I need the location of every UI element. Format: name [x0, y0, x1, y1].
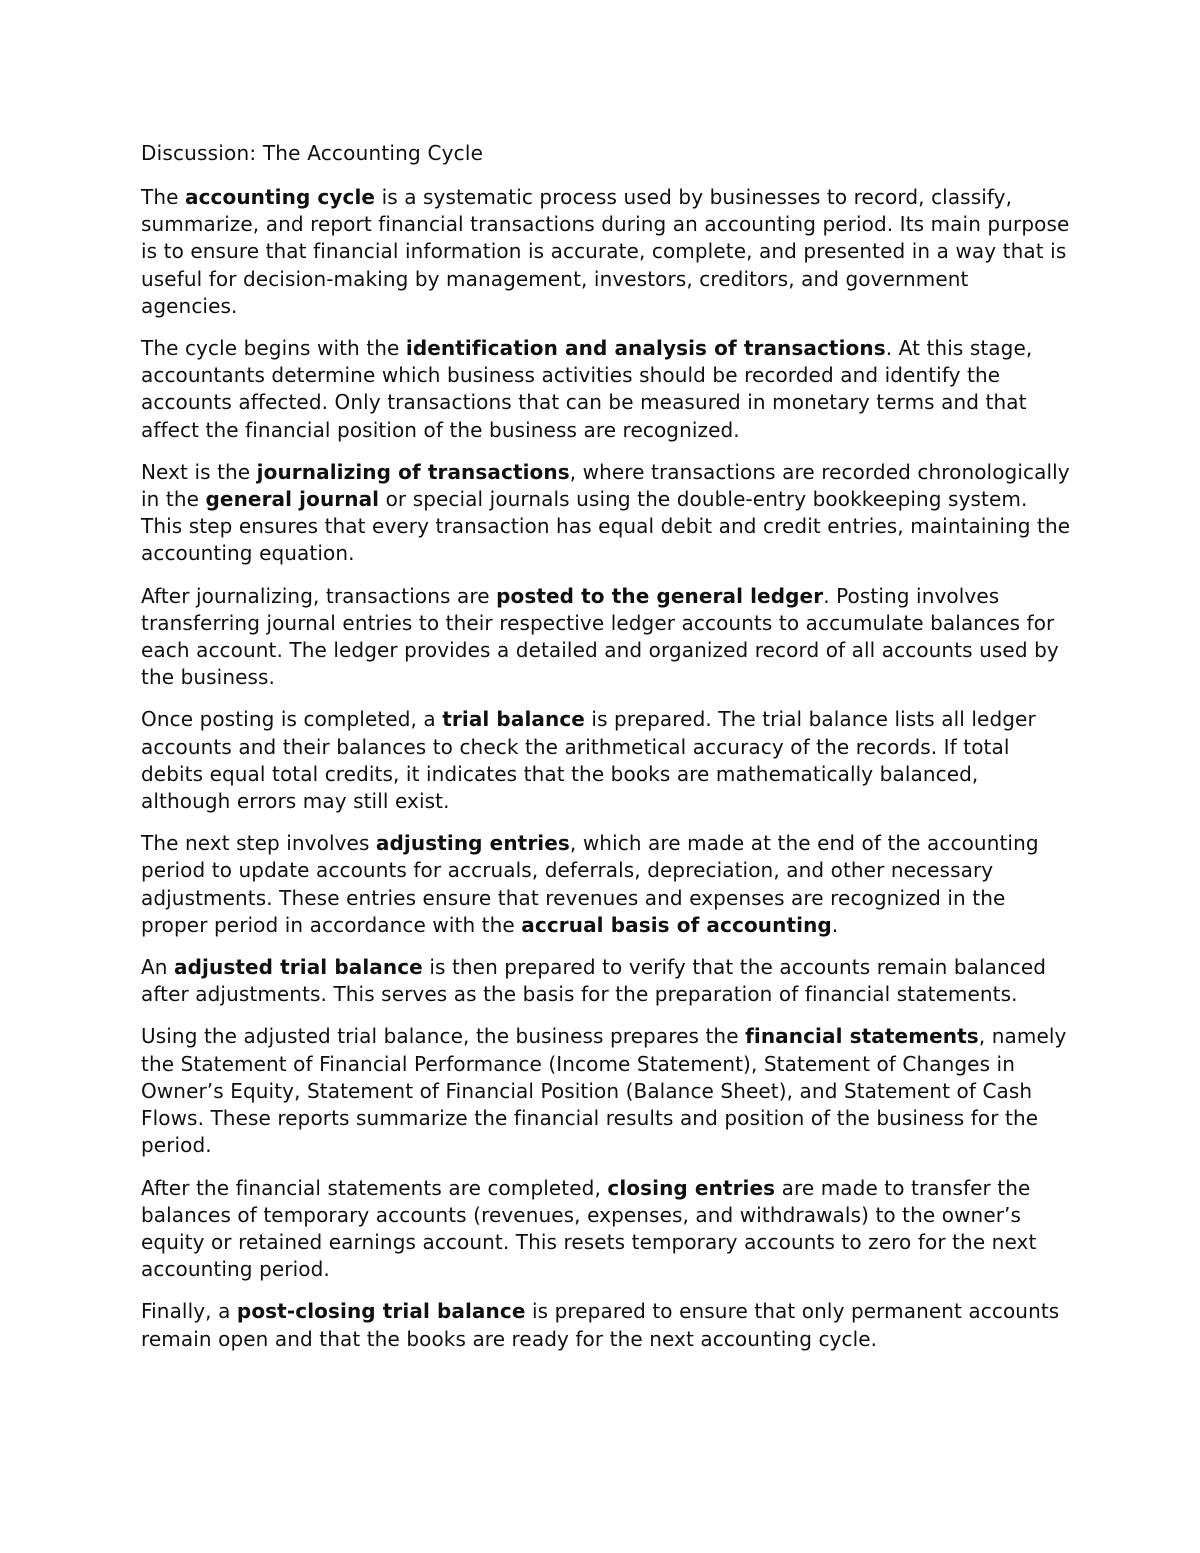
bold-term: trial balance	[442, 707, 585, 732]
bold-term: identification and analysis of transactions	[405, 336, 886, 361]
document-page	[141, 140, 1071, 1368]
text-run: are made to transfer the balances of temporary accounts (revenues, expenses, and withdrawals) to the owner’s equity or retained earnings account. This resets temporary accounts to zero for the next accounting period.	[141, 1175, 1037, 1282]
text-run: Using the adjusted trial balance, the business prepares the	[141, 1024, 746, 1049]
paragraph	[141, 184, 1071, 320]
text-run: , where transactions are recorded chronologically in the	[141, 459, 1070, 512]
bold-term: adjusting entries	[375, 831, 570, 856]
text-run: is a systematic process used by businesses to record, classify, summarize, and report financial transactions during an accounting period. Its main purpose is to ensure that financial information is accurate, complete, and presented in a way that is useful for decision-making by management, investors, creditors, and government agencies.	[141, 185, 1070, 318]
text-run: An	[141, 955, 175, 980]
bold-term: accrual basis of accounting	[521, 912, 832, 937]
paragraph	[141, 954, 1071, 1008]
paragraph	[141, 830, 1071, 939]
text-run: The next step involves	[141, 831, 376, 856]
text-run: . Posting involves transferring journal entries to their respective ledger accounts to accumulate balances for each account. The ledger provides a detailed and organized record of all accounts used by the business.	[141, 583, 1059, 690]
bold-term: post-closing trial balance	[236, 1299, 526, 1324]
document-body	[141, 184, 1071, 1353]
text-run: .	[831, 912, 839, 937]
text-run: is prepared. The trial balance lists all ledger accounts and their balances to check the arithmetical accuracy of the records. If total debits equal total credits, it indicates that the books are mathematically balanced, although errors may still exist.	[141, 707, 1036, 814]
paragraph	[141, 1298, 1071, 1352]
text-run: The cycle begins with the	[141, 336, 406, 361]
text-run: The	[141, 185, 185, 209]
text-run: , which are made at the end of the accounting period to update accounts for accruals, deferrals, depreciation, and other necessary adjustments. These entries ensure that revenues and expenses are recognized in the proper period in accordance with the	[141, 831, 1039, 937]
paragraph	[141, 583, 1071, 692]
text-run: , namely the Statement of Financial Performance (Income Statement), Statement of Changes in Owner’s Equity, Statement of Financial Position (Balance Sheet), and Statement of Cash Flows. These reports summarize the financial results and position of the business for the period.	[141, 1024, 1067, 1158]
document-title: Discussion: The Accounting Cycle	[141, 141, 484, 165]
bold-term: journalizing of transactions	[256, 459, 570, 484]
text-run: Next is the	[141, 459, 257, 484]
text-run: After journalizing, transactions are	[141, 583, 497, 608]
text-run: or special journals using the double-entry bookkeeping system. This step ensures that every transaction has equal debit and credit entries, maintaining the accounting equation.	[141, 487, 1071, 566]
bold-term: posted to the general ledger	[496, 583, 824, 608]
bold-term: financial statements	[745, 1024, 979, 1049]
text-run: After the financial statements are completed,	[141, 1175, 608, 1200]
text-run: . At this stage, accountants determine which business activities should be recorded and identify the accounts affected. Only transactions that can be measured in monetary terms and that affect the financial position of the business are recognized.	[141, 336, 1033, 442]
paragraph	[141, 1175, 1071, 1284]
paragraph	[141, 1023, 1071, 1159]
text-run: is prepared to ensure that only permanent accounts remain open and that the books are ready for the next accounting cycle.	[141, 1299, 1060, 1351]
paragraph	[141, 459, 1071, 568]
text-run: Finally, a	[141, 1299, 237, 1324]
text-run: is then prepared to verify that the accounts remain balanced after adjustments. This serves as the basis for the preparation of financial statements.	[141, 955, 1047, 1007]
paragraph	[141, 706, 1071, 815]
bold-term: accounting cycle	[184, 185, 376, 209]
bold-term: closing entries	[607, 1175, 776, 1200]
paragraph	[141, 335, 1071, 444]
bold-term: adjusted trial balance	[174, 955, 423, 980]
bold-term: general journal	[205, 487, 380, 512]
text-run: Once posting is completed, a	[141, 707, 443, 732]
